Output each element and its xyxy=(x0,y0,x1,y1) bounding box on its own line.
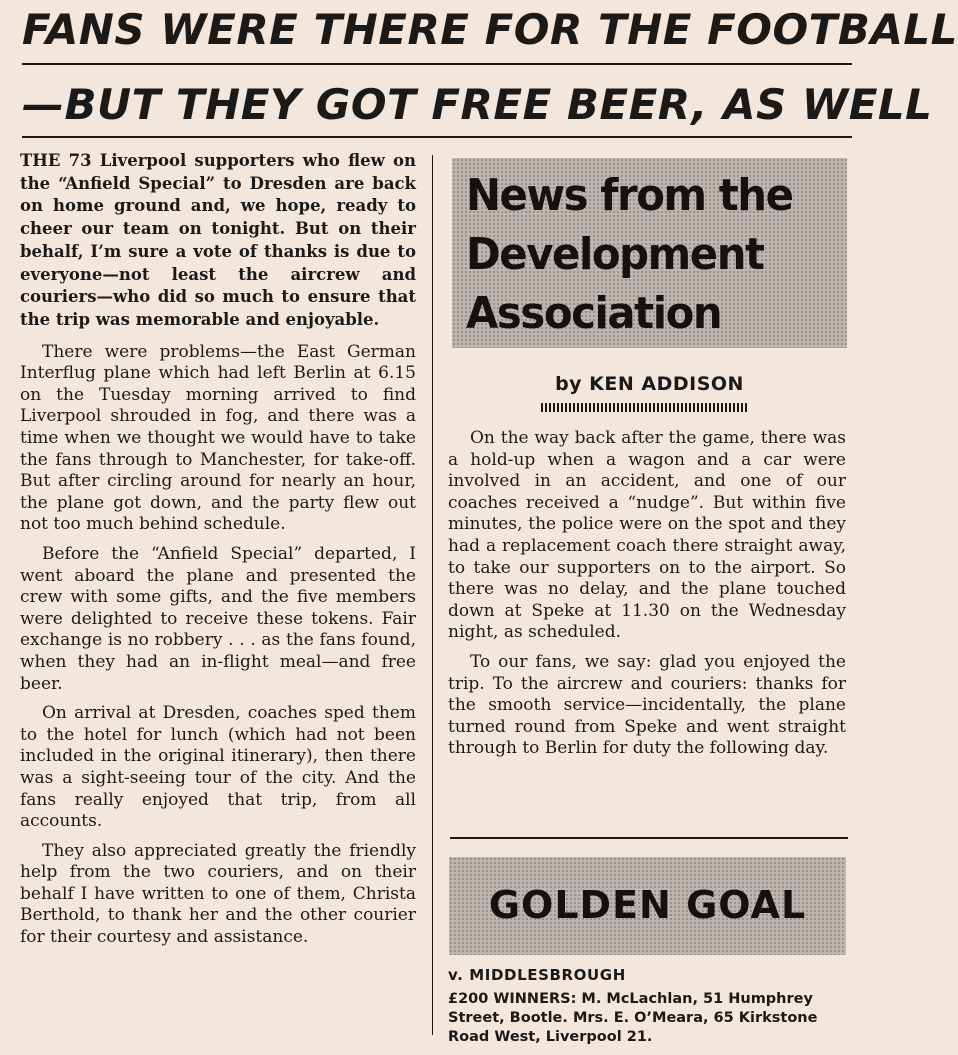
golden-goal-title: GOLDEN GOAL xyxy=(488,883,807,927)
development-association-box xyxy=(452,158,847,348)
section-divider xyxy=(450,837,848,839)
right-column xyxy=(448,428,846,760)
match-label: v. MIDDLESBROUGH xyxy=(448,966,626,984)
golden-goal-box xyxy=(449,857,846,955)
byline-underline xyxy=(541,403,749,412)
column-divider xyxy=(432,155,433,1035)
headline-bottom-rule xyxy=(22,136,852,138)
lead-paragraph: THE 73 Liverpool supporters who flew on the “Anfield Special” to Dresden are back on home ground and, we hope, ready to cheer our team on tonight. But on their behalf, I’m sure a vote of thanks is due to everyone—not least the aircrew and couriers—who did so much to ensure that the trip was memorable and enjoyable. xyxy=(20,151,416,329)
headline-divider xyxy=(22,63,852,65)
byline: by KEN ADDISON xyxy=(555,373,744,395)
headline-line-1: FANS WERE THERE FOR THE FOOTBALL xyxy=(22,5,958,54)
paragraph-thanks: To our fans, we say: glad you enjoyed the trip. To the aircrew and couriers: thanks for the smooth service—incidentally, the plane turned round from Speke and went straight through to Berlin for duty the following day. xyxy=(448,651,846,759)
paragraph-gifts: Before the “Anfield Special” departed, I went aboard the plane and presented the crew with some gifts, and the five members were delighted to receive these tokens. Fair exchange is no robbery . . . as the fans found, when they had an in-flight meal—and free beer. xyxy=(20,543,416,694)
left-column xyxy=(20,150,416,949)
headline-line-2: —BUT THEY GOT FREE BEER, AS WELL xyxy=(22,80,933,129)
paragraph-way-back: On the way back after the game, there was a hold-up when a wagon and a car were involved in an accident, and one of our coaches received a “nudge”. But within five minutes, the police were on the spot and they had a replacement coach there straight away, to take our supporters on to the airport. So there was no delay, and the plane touched down at Speke at 11.30 on the Wednesday night, as scheduled. xyxy=(448,428,846,643)
paragraph-couriers: They also appreciated greatly the friendly help from the two couriers, and on their behalf I have written to one of them, Christa Berthold, to thank her and the other courier for their courtesy and assistance. xyxy=(20,840,416,948)
paragraph-dresden: On arrival at Dresden, coaches sped them to the hotel for lunch (which had not been included in the original itinerary), then there was a sight-seeing tour of the city. And the fans really enjoyed that trip, from all accounts. xyxy=(20,703,416,832)
development-association-title: News from the Development Association xyxy=(466,170,793,339)
paragraph-problems: There were problems—the East German Interflug plane which had left Berlin at 6.15 on the Tuesday morning arrived to find Liverpool shrouded in fog, and there was a time when we thought we would have to take the fans through to Manchester, for take-off. But after circling around for nearly an hour, the plane got down, and the party flew out not too much behind schedule. xyxy=(20,341,416,535)
winners-text: £200 WINNERS: M. McLachlan, 51 Humphrey Street, Bootle. Mrs. E. O’Meara, 65 Kirkstone Road West, Liverpool 21. xyxy=(448,991,818,1045)
